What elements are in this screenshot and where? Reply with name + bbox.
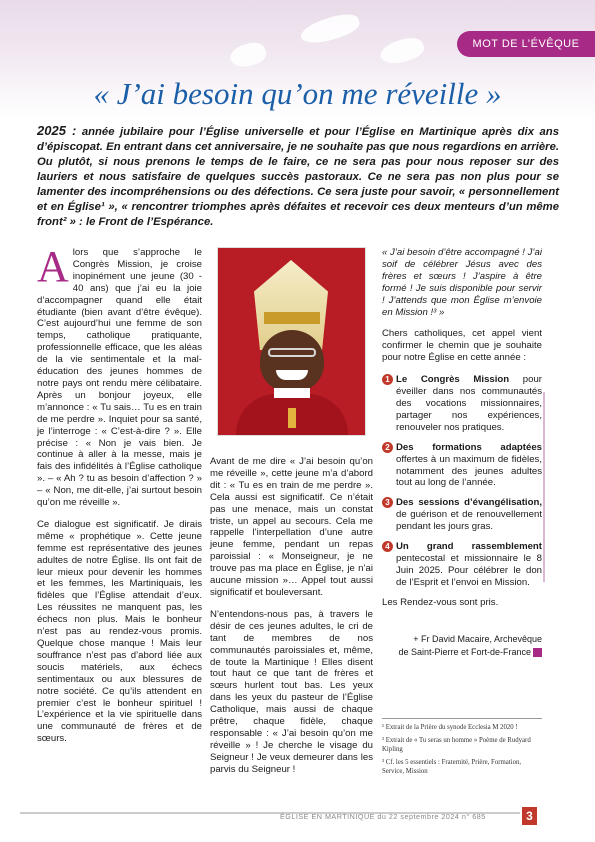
end-square-icon (533, 648, 542, 657)
number-badge: 4 (382, 541, 393, 552)
signature (382, 633, 542, 659)
item-text: pour éveiller dans nos communautés des vocations missionnaires, partager nos expériences, renouveler nos pratiques. (396, 374, 542, 433)
list-item (382, 541, 542, 589)
footer-text: ÉGLISE EN MARTINIQUE du 22 septembre 2024 n° 685 (280, 812, 486, 821)
priorities-list (382, 374, 542, 589)
closing-line: Les Rendez-vous sont pris. (382, 596, 499, 608)
col1-paragraph-2: Ce dialogue est significatif. Je dirais même « prophétique ». Cette jeune femme est représentative des jeunes adultes de notre Église. Ils ont fait de leur mieux pour devenir les hommes et les femmes, les Martiniquais, les fidèles que l’Église attendait d’eux. Les réussites ne manquent pas, les échecs non plus. Mais le bonheur n’est pas au rendez-vous promis. Quelque chose manque ! Mais leur souffrance n’est pas d’abord liée aux soucis matériels, aux échecs sentimentaux ou aux blessures de notre société. Ce qu’ils attendent en premier c’est le bonheur spirituel ! L’expérience et la vie spirituelle dans une communauté de frères et de sœurs. (37, 518, 202, 745)
side-rule (543, 392, 545, 582)
section-label: MOT DE L’ÉVÊQUE (457, 31, 595, 57)
list-item (382, 497, 542, 533)
collar (274, 388, 310, 398)
drop-cap: A (37, 242, 69, 291)
bishop-photo (217, 247, 366, 436)
signature-line-1: + Fr David Macaire, Archevêque (413, 633, 542, 644)
mitre-band (264, 312, 320, 324)
item-text: de guérison et de renouvellement pendant les jours gras. (396, 509, 542, 533)
smile (276, 370, 308, 380)
item-title: Le Congrès Mission (396, 374, 510, 386)
footnote-1: ¹ Extrait de la Prière du synode Ecclesia M 2020 ! (382, 724, 518, 731)
col3-intro: Chers catholiques, cet appel vient confirmer le chemin que je souhaite pour notre Église en cette année : (382, 328, 542, 364)
pectoral-cross-icon (288, 408, 296, 428)
number-badge: 2 (382, 442, 393, 453)
dove-decoration (378, 34, 427, 69)
column-2 (210, 456, 373, 786)
number-badge: 3 (382, 497, 393, 508)
column-1 (37, 242, 202, 755)
signature-line-2: de Saint-Pierre et Fort-de-France (398, 646, 531, 657)
dove-decoration (298, 9, 362, 48)
item-title: Un grand rassemblement (396, 541, 542, 553)
list-item (382, 374, 542, 434)
item-text: pentecostal et missionnaire le 8 Juin 2025. Pour célébrer le don de l’Esprit et l’envoi en Mission. (396, 552, 542, 588)
lead-text: année jubilaire pour l’Église universelle et pour l’Église en Martinique après dix ans d’épiscopat. En entrant dans cet anniversaire, je ne souhaite pas que nous regardions en arrière. Ou plutôt, si nous prenons le temps de le faire, ce ne sera pas pour nous reposer sur des lauriers et nous satisfaire de quelques succès pastoraux. Ce ne sera pas non plus pour se lamenter des incompréhensions ou des défections. Ce sera juste pour savoir, « personnellement et en Église¹ », « rencontrer triomphes après défaites et recevoir ces deux menteurs d’un même front² » : le Front de l’Espérance. (37, 126, 559, 228)
col2-paragraph-1: Avant de me dire « J’ai besoin qu’on me réveille », cette jeune m’a d’abord dit : « Tu es en train de me perdre ». Cela aussi est significatif. Ce n’était pas une menace, mais un constat triste, un appel au secours. Cela me rappelle l’interpellation d’une autre jeune femme, pendant un repas paroissial : « Monseigneur, je ne trouve pas ma place en Église, je n’ai aucune mission »… Appel tout aussi significatif et bouleversant. (210, 456, 373, 598)
footnote-2: ² Extrait de « Tu seras un homme » Poème de Rudyard Kipling (382, 737, 531, 753)
lead-paragraph (37, 123, 559, 230)
dove-decoration (227, 39, 268, 71)
article-title: « J’ai besoin qu’on me réveille » (93, 76, 502, 111)
footnote-3: ³ Cf. les 5 essentiels : Fraternité, Prière, Formation, Service, Mission (382, 759, 522, 775)
number-badge: 1 (382, 374, 393, 385)
item-text: offertes à un maximum de fidèles, notamment des jeunes adultes tout au long de l’année. (396, 453, 542, 489)
col3-quote: « J’ai besoin d’être accompagné ! J’ai soif de célébrer Jésus avec des frères et sœurs ! J’aspire à être formé ! Je suis disponible pour servir ! J’attends que mon Église m’envoie en Mission !³ » (382, 247, 542, 318)
glasses (268, 348, 316, 357)
face (260, 330, 324, 392)
page-number: 3 (522, 807, 537, 825)
col2-paragraph-2: N’entendons-nous pas, à travers le désir de ces jeunes adultes, le cri de tant de membres de nos communautés paroissiales et, même, de toute la Martinique ! Elles disent tout haut ce que tant de frères et sœurs hurlent tout bas. Les yeux dans les yeux du pasteur de l’Église Catholique, mais aussi de chaque prêtre, chaque fidèle, chaque responsable : « J’ai besoin qu’on me réveille » ! Je cherche le visage du Seigneur ! Je veux demeurer dans les parvis du Seigneur ! (210, 608, 373, 775)
item-title: Des formations adaptées (396, 441, 542, 453)
list-item (382, 442, 542, 490)
item-title: Des sessions d’évangélisation, (396, 497, 542, 509)
footnotes (382, 718, 542, 780)
column-3 (382, 247, 542, 659)
lead-year: 2025 : (37, 123, 77, 138)
col1-paragraph-1: lors que s’approche le Congrès Mission, je croise inopinément une jeune (30 - 40 ans) que j’ai eu la joie d’accompagner quand elle était étudiante (bien avant d’être évêque). C’est aujourd’hui une femme de son temps, catholique pratiquante, professionnelle efficace, que les aléas de la vie sentimentale et la mal-éducation des jeunes hommes de notre pays ont rendu mère célibataire. Après un bonjour joyeux, elle m’annonce : « Tu sais… Tu es en train de me perdre ». Inquiet pour sa santé, je l’interroge : « C’est-à-dire ? ». Elle précise : « Non je vais bien. Je continue à aller à la messe, mais je fais des infidélités à l’Église catholique ». – « Ah ? tu as besoin d’affection ? » – « Non, me dit-elle, j’ai surtout besoin qu’on me réveille ». (37, 247, 202, 509)
